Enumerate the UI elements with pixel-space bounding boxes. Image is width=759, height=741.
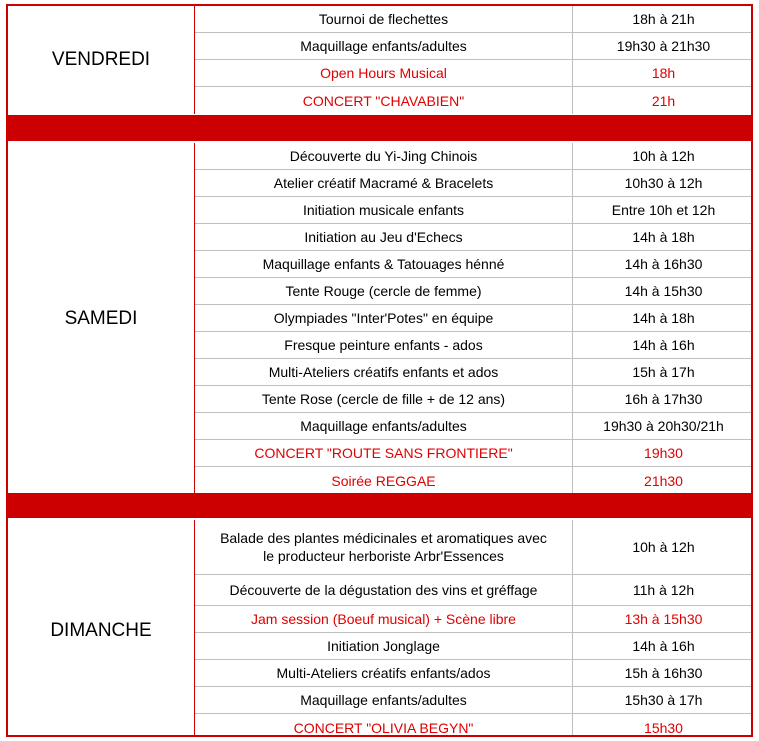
schedule-row — [195, 440, 753, 467]
activity-name: Maquillage enfants/adultes — [195, 33, 573, 59]
activity-name: Multi-Ateliers créatifs enfants et ados — [195, 359, 573, 385]
schedule-row — [195, 467, 753, 494]
schedule-table — [6, 4, 753, 737]
activity-time: 21h — [651, 92, 676, 109]
activity-name: Soirée REGGAE — [195, 467, 573, 494]
activity-time: 10h30 à 12h — [624, 175, 703, 191]
schedule-row — [195, 170, 753, 197]
activity-name: Initiation Jonglage — [195, 633, 573, 659]
activity-time: 15h30 à 17h — [624, 692, 703, 708]
schedule-row — [195, 87, 753, 114]
schedule-row — [195, 6, 753, 33]
schedule-row — [195, 606, 753, 633]
schedule-row — [195, 197, 753, 224]
schedule-row — [195, 33, 753, 60]
activity-name: Tente Rose (cercle de fille + de 12 ans) — [195, 386, 573, 412]
schedule-row — [195, 305, 753, 332]
day-separator — [8, 493, 753, 518]
activity-time: 18h à 21h — [632, 11, 695, 27]
activity-time: 13h à 15h30 — [624, 611, 703, 627]
activity-time: Entre 10h et 12h — [611, 202, 716, 218]
day-block-dimanche — [8, 520, 753, 737]
day-label: DIMANCHE — [50, 619, 152, 641]
activity-name: Initiation au Jeu d'Echecs — [195, 224, 573, 250]
activity-name: Maquillage enfants/adultes — [195, 413, 573, 439]
activity-rows — [194, 520, 753, 737]
day-separator — [8, 115, 753, 141]
schedule-row — [195, 359, 753, 386]
activity-time: 16h à 17h30 — [624, 391, 703, 407]
activity-name: Fresque peinture enfants - ados — [195, 332, 573, 358]
schedule-row — [195, 278, 753, 305]
activity-rows — [194, 143, 753, 494]
activity-rows — [194, 6, 753, 114]
activity-time: 19h30 à 20h30/21h — [603, 418, 724, 434]
activity-time: 10h à 12h — [632, 539, 695, 555]
activity-time: 14h à 18h — [632, 229, 695, 245]
activity-time: 21h30 — [644, 472, 683, 489]
activity-name: Open Hours Musical — [195, 60, 573, 86]
schedule-row — [195, 687, 753, 714]
schedule-row — [195, 633, 753, 660]
activity-time: 14h à 16h — [632, 638, 695, 654]
activity-name: Atelier créatif Macramé & Bracelets — [195, 170, 573, 196]
day-label: SAMEDI — [64, 307, 138, 329]
schedule-row — [195, 143, 753, 170]
activity-name: Olympiades "Inter'Potes" en équipe — [195, 305, 573, 331]
schedule-row — [195, 332, 753, 359]
day-block-vendredi — [8, 6, 753, 114]
schedule-row — [195, 714, 753, 737]
schedule-row — [195, 413, 753, 440]
activity-name: CONCERT "OLIVIA BEGYN" — [195, 714, 573, 737]
activity-name: Maquillage enfants/adultes — [195, 687, 573, 713]
activity-time: 15h à 16h30 — [624, 665, 703, 681]
activity-name: CONCERT "CHAVABIEN" — [195, 87, 573, 114]
activity-name: CONCERT "ROUTE SANS FRONTIERE" — [195, 440, 573, 466]
activity-name: Tournoi de flechettes — [195, 6, 573, 32]
day-block-samedi — [8, 143, 753, 494]
activity-name: Jam session (Boeuf musical) + Scène libre — [195, 606, 573, 632]
schedule-row — [195, 386, 753, 413]
activity-name: Découverte de la dégustation des vins et gréffage — [195, 575, 573, 605]
activity-time: 14h à 18h — [632, 310, 695, 326]
activity-name: Maquillage enfants & Tatouages hénné — [195, 251, 573, 277]
activity-name: Balade des plantes médicinales et aromatiques avec le producteur herboriste Arbr'Essences — [195, 520, 573, 574]
activity-time: 19h30 à 21h30 — [616, 38, 711, 54]
schedule-row — [195, 660, 753, 687]
activity-time: 18h — [651, 65, 676, 81]
activity-time: 10h à 12h — [632, 148, 695, 164]
schedule-row — [195, 520, 753, 575]
activity-time: 15h à 17h — [632, 364, 695, 380]
activity-time: 19h30 — [644, 445, 683, 461]
schedule-row — [195, 224, 753, 251]
activity-name: Multi-Ateliers créatifs enfants/ados — [195, 660, 573, 686]
schedule-row — [195, 60, 753, 87]
activity-time: 14h à 16h30 — [624, 256, 703, 272]
activity-name: Découverte du Yi-Jing Chinois — [195, 143, 573, 169]
schedule-row — [195, 575, 753, 606]
activity-time: 15h30 — [644, 719, 683, 736]
schedule-row — [195, 251, 753, 278]
activity-time: 14h à 16h — [632, 337, 695, 353]
activity-name: Tente Rouge (cercle de femme) — [195, 278, 573, 304]
activity-name: Initiation musicale enfants — [195, 197, 573, 223]
activity-time: 14h à 15h30 — [624, 283, 703, 299]
day-label: VENDREDI — [51, 49, 151, 70]
activity-time: 11h à 12h — [632, 582, 695, 598]
